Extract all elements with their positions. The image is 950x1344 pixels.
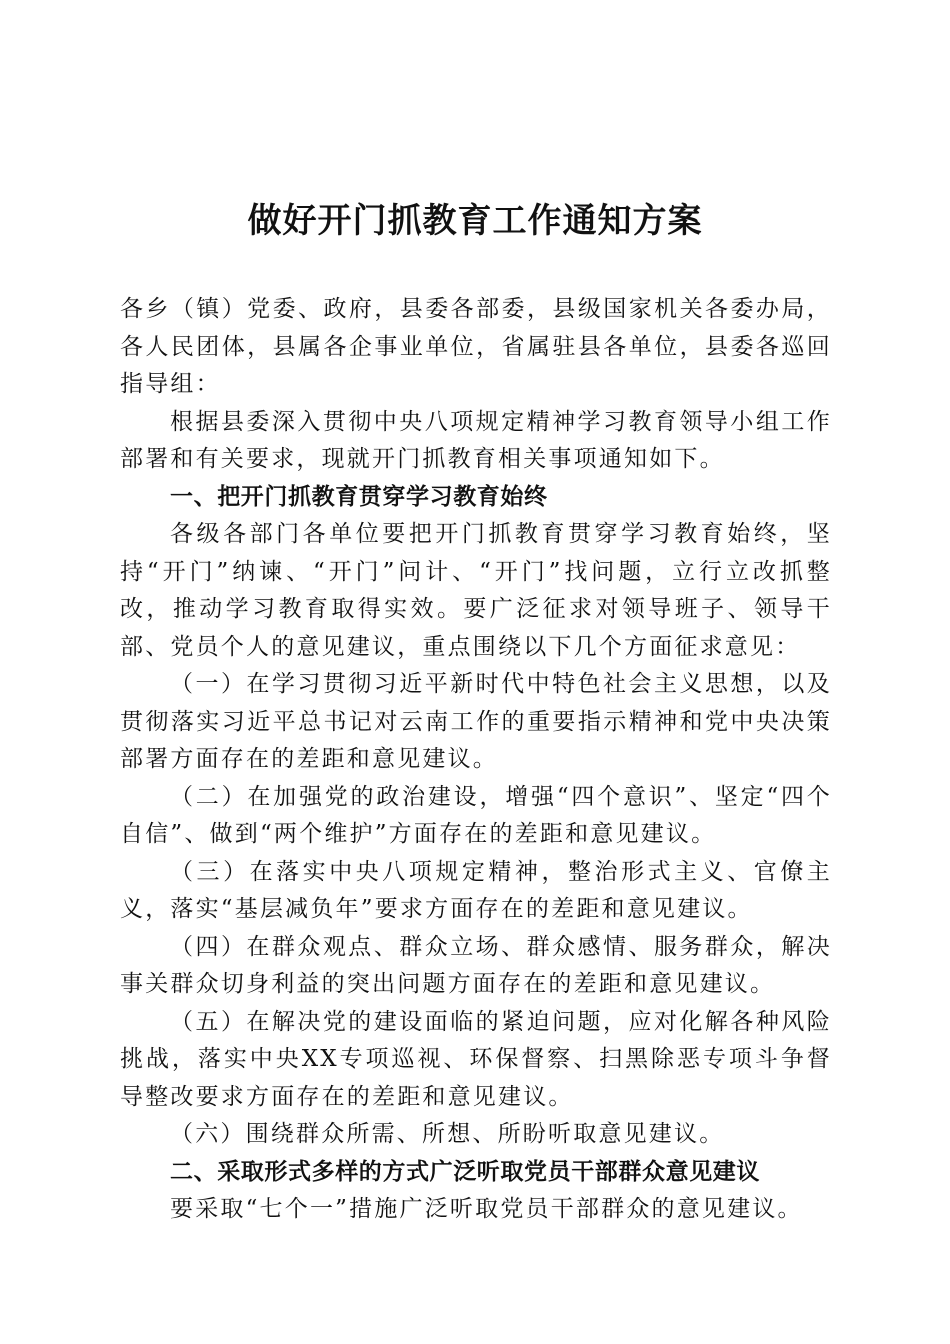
document-title: 做好开门抓教育工作通知方案 [247,201,703,241]
section-heading-2: 二、采取形式多样的方式广泛听取党员干部群众意见建议 [170,1158,760,1185]
document-body [120,291,832,1229]
section-1-paragraph: 各级各部门各单位要把开门抓教育贯穿学习教育始终，坚持“开门”纳谏、“开门”问计、“开门”找问题，立行立改抓整改，推动学习教育取得实效。要广泛征求对领导班子、领导干部、党员个人的意见建议，重点围绕以下几个方面征求意见： [120,521,832,660]
list-item-3: （三）在落实中央八项规定精神，整治形式主义、官僚主义，落实“基层减负年”要求方面存在的差距和意见建议。 [120,858,832,922]
list-item-6: （六）围绕群众所需、所想、所盼听取意见建议。 [170,1121,725,1147]
intro-paragraph: 根据县委深入贯彻中央八项规定精神学习教育领导小组工作部署和有关要求，现就开门抓教育相关事项通知如下。 [120,408,832,472]
salutation: 各乡（镇）党委、政府，县委各部委，县级国家机关各委办局，各人民团体，县属各企事业单位，省属驻县各单位，县委各巡回指导组： [120,296,832,397]
list-item-2: （二）在加强党的政治建设，增强“四个意识”、坚定“四个自信”、做到“两个维护”方面存在的差距和意见建议。 [120,783,832,847]
list-item-4: （四）在群众观点、群众立场、群众感情、服务群众，解决事关群众切身利益的突出问题方面存在的差距和意见建议。 [120,933,832,997]
section-heading-1: 一、把开门抓教育贯穿学习教育始终 [170,483,548,510]
list-item-1: （一）在学习贯彻习近平新时代中特色社会主义思想，以及贯彻落实习近平总书记对云南工作的重要指示精神和党中央决策部署方面存在的差距和意见建议。 [120,671,832,772]
section-2-paragraph: 要采取“七个一”措施广泛听取党员干部群众的意见建议。 [170,1196,803,1222]
list-item-5: （五）在解决党的建设面临的紧迫问题，应对化解各种风险挑战，落实中央XX专项巡视、环保督察、扫黑除恶专项斗争督导整改要求方面存在的差距和意见建议。 [120,1008,832,1110]
